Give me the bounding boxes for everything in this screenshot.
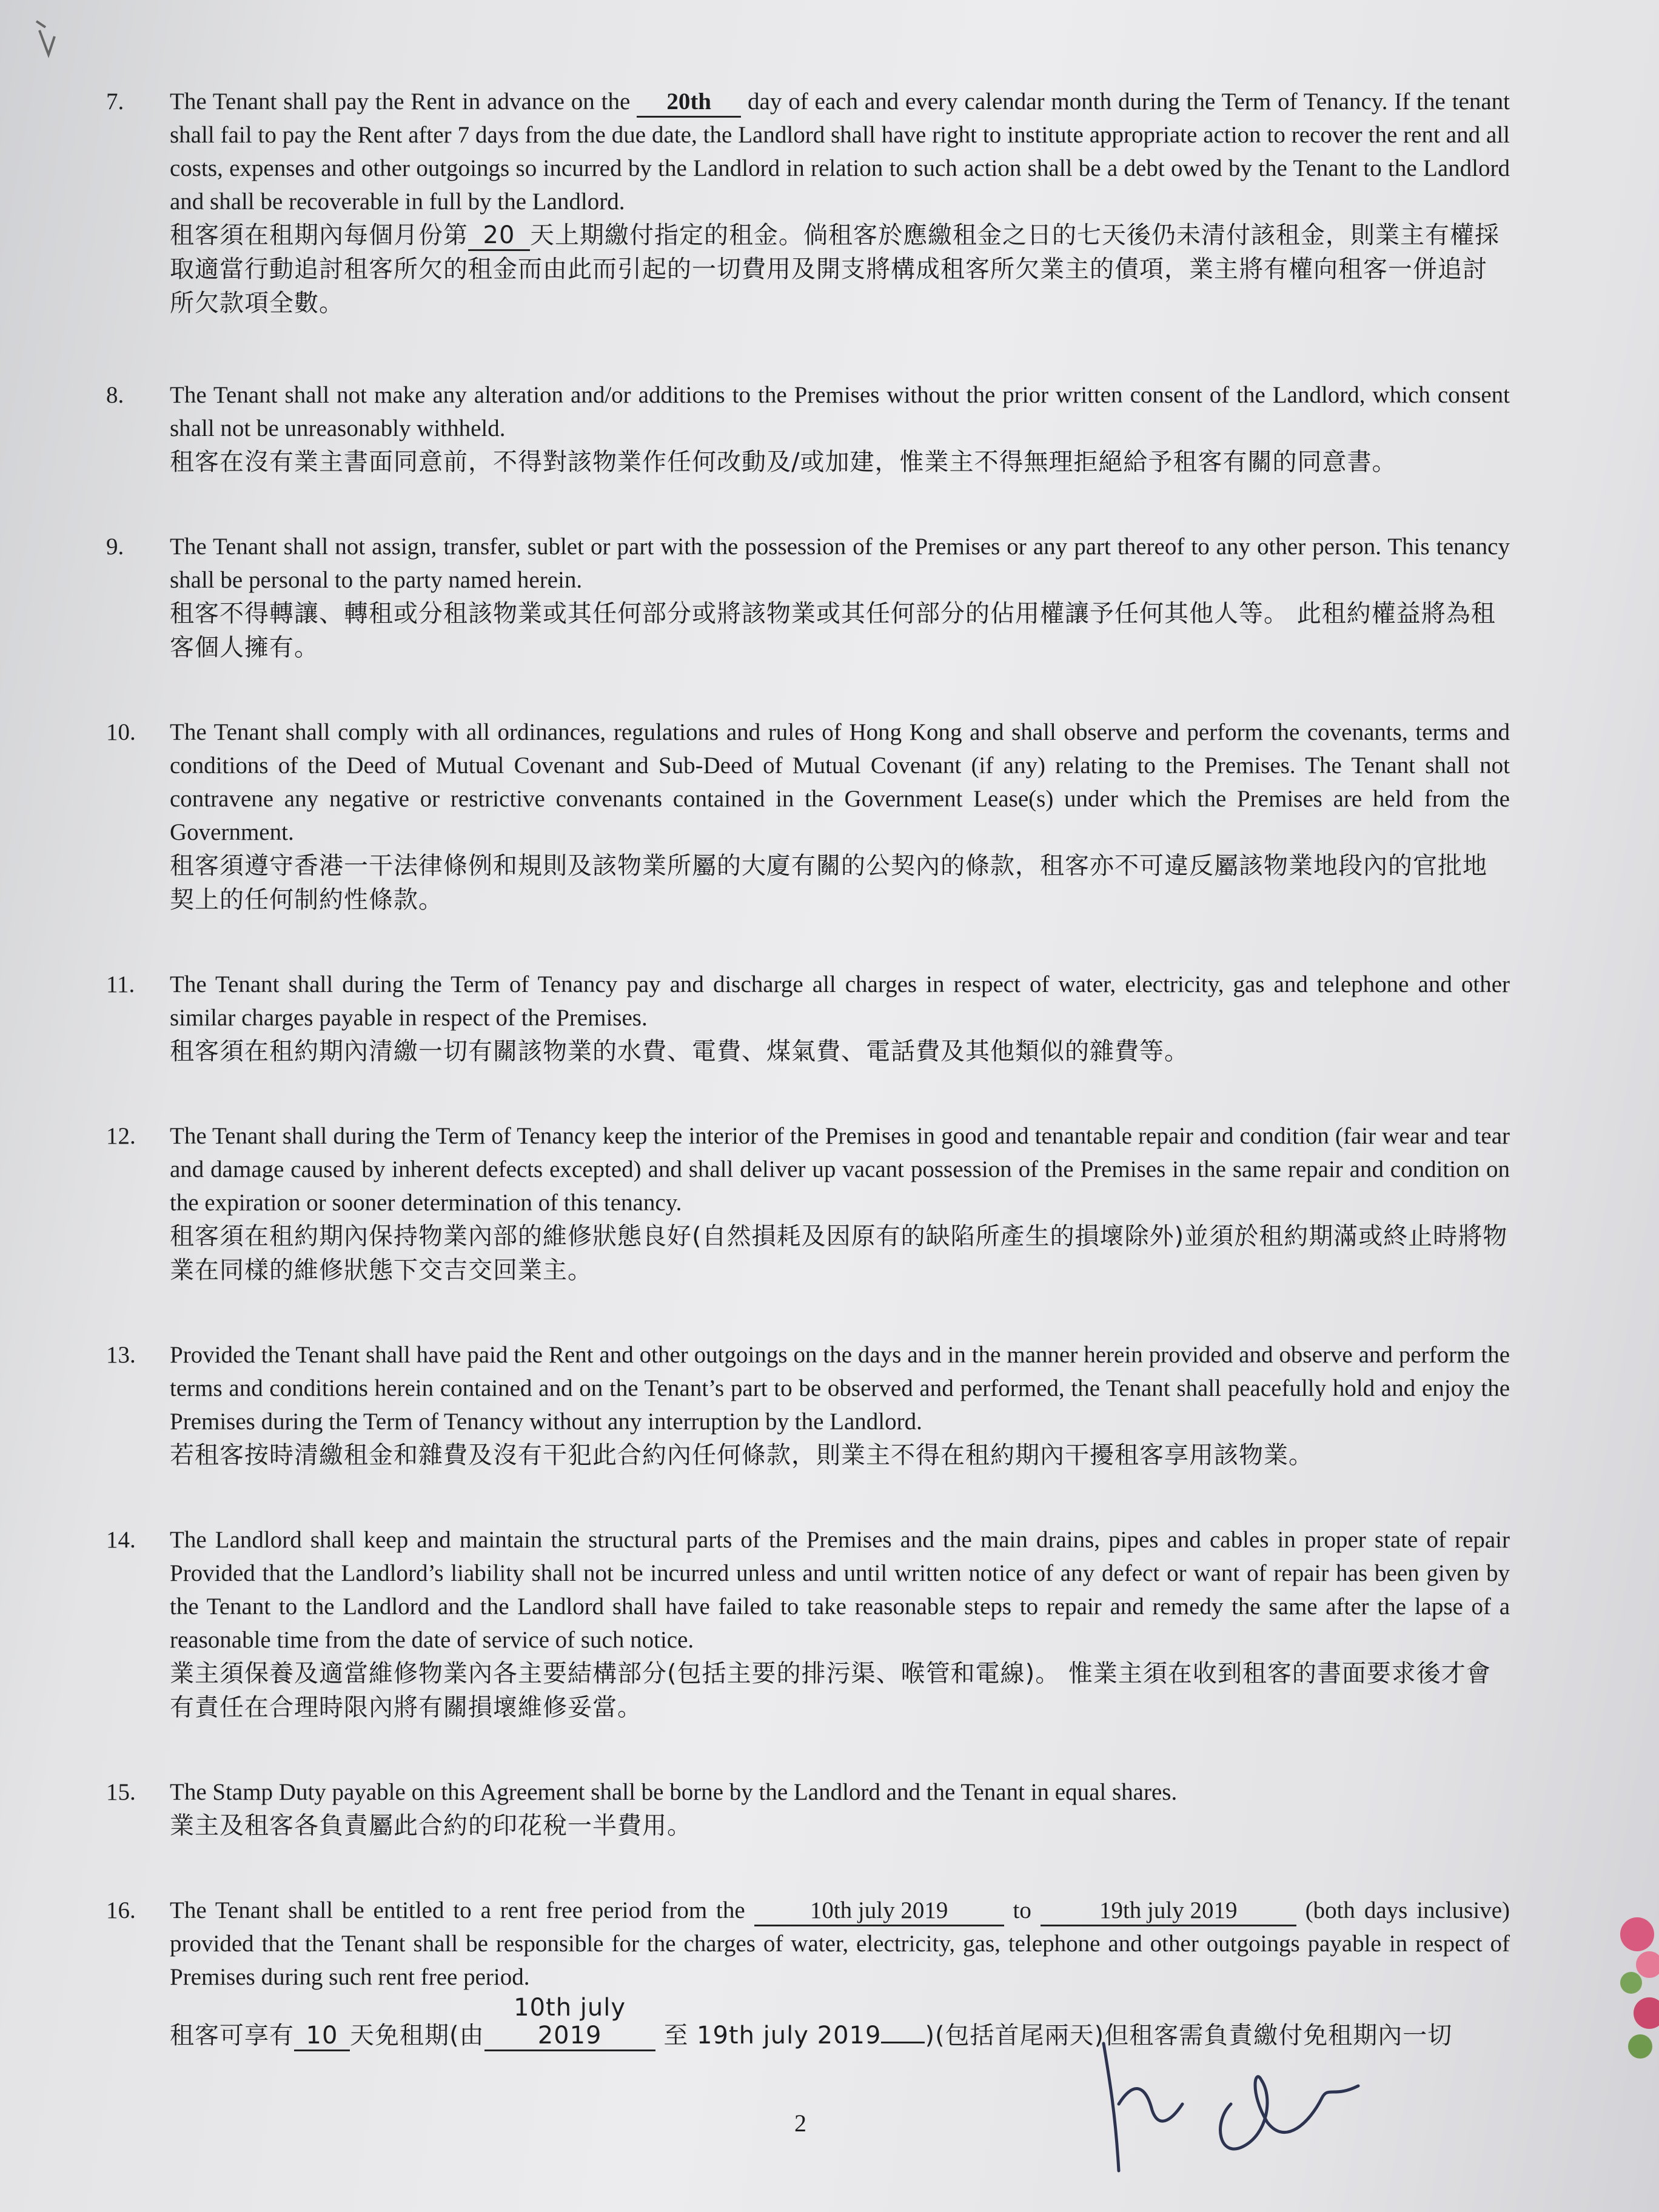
clause-text-en: Provided the Tenant shall have paid the Rent and other outgoings on the days and in the manner herein provided and observe and perform the terms and conditions herein contained and on the Tenant’s part to be observed and performed, the Tenant shall peacefully hold and enjoy the Premises during the Term of Tenancy without any interruption by the Landlord. [170, 1342, 1510, 1435]
clause-body [170, 1119, 1510, 1287]
clause-text-en: The Tenant shall comply with all ordinances, regulations and rules of Hong Kong and shall observe and perform the covenants, terms and conditions of the Deed of Mutual Covenant and Sub-Deed of Mutual Covenant (if any) relating to the Premises. The Tenant shall not contravene any negative or restrictive convenants contained in the Government Lease(s) under which the Premises are held from the Government. [170, 719, 1510, 845]
clause-9 [106, 530, 1510, 665]
rent-due-day-field: 20th [637, 88, 741, 118]
rent-free-end-field-zh [881, 2042, 925, 2043]
clause-body [170, 716, 1510, 917]
clause-text-zh: 業主須保養及適當維修物業內各主要結構部分(包括主要的排污渠、喉管和電線)。 惟業主須在收到租客的書面要求後才會有責任在合理時限內將有關損壞維修妥當。 [170, 1660, 1491, 1721]
clause-number: 9. [106, 534, 124, 560]
clause-body [170, 1338, 1510, 1472]
clause-text-zh: 租客須遵守香港一干法律條例和規則及該物業所屬的大廈有關的公契內的條款，租客亦不可違反屬該物業地段內的官批地契上的任何制約性條款。 [170, 852, 1487, 914]
clause-13 [106, 1338, 1510, 1472]
clause-text-zh: 租客可享有 10 天免租期(由10th july 2019 至 19th july 2019 )(包括首尾兩天)但租客需負責繳付免租期內一切 [170, 1994, 1510, 2053]
clause-number: 14. [106, 1527, 136, 1553]
clause-text-zh: 若租客按時清繳租金和雜費及沒有干犯此合約內任何條款，則業主不得在租約期內干擾租客享用該物業。 [170, 1441, 1313, 1469]
rent-free-days-field: 10 [294, 2022, 350, 2051]
clause-body [170, 530, 1510, 665]
clause-text-en: The Stamp Duty payable on this Agreement shall be borne by the Landlord and the Tenant in equal shares. [170, 1779, 1178, 1805]
rent-free-end-field: 19th july 2019 [1041, 1897, 1296, 1926]
clause-7 [106, 85, 1510, 320]
clause-15 [106, 1775, 1510, 1843]
clause-body [170, 1523, 1510, 1724]
clause-text-en: The Tenant shall not assign, transfer, sublet or part with the possession of the Premises or any part thereof to any other person. This tenancy shall be personal to the party named herein. [170, 534, 1510, 593]
clause-12 [106, 1119, 1510, 1287]
clause-body [170, 1775, 1510, 1843]
clause-text-zh: 租客須在租約期內清繳一切有關該物業的水費、電費、煤氣費、電話費及其他類似的雜費等。 [170, 1037, 1189, 1065]
clause-list [106, 85, 1510, 2053]
clause-text-zh: 租客須在租約期內保持物業內部的維修狀態良好(自然損耗及因原有的缺陷所產生的損壞除外)並須於租約期滿或終止時將物業在同樣的維修狀態下交吉交回業主。 [170, 1222, 1508, 1284]
clause-text-zh: 租客須在租期內每個月份第 20 天上期繳付指定的租金。倘租客於應繳租金之日的七天後仍未清付該租金，則業主有權採取適當行動追討租客所欠的租金而由此而引起的一切費用及開支將構成租客所欠業主的債項，業主將有權向租客一併追討所欠款項全數。 [170, 221, 1500, 317]
clause-number: 8. [106, 382, 124, 408]
clause-14 [106, 1523, 1510, 1724]
rent-free-start-field: 10th july 2019 [754, 1897, 1004, 1926]
flower-edge [1595, 1910, 1659, 2068]
clause-number: 15. [106, 1779, 136, 1805]
clause-16 [106, 1894, 1510, 2053]
clause-body [170, 378, 1510, 479]
rent-due-day-field-zh: 20 [468, 221, 530, 251]
clause-text-en: The Landlord shall keep and maintain the structural parts of the Premises and the main drains, pipes and cables in proper state of repair Provided that the Landlord’s liability shall not be incurred unless and until written notice of any defect or want of repair has been given by the Tenant to the Landlord and the Landlord shall have failed to take reasonable steps to repair and remedy the same after the lapse of a reasonable time from the date of service of such notice. [170, 1527, 1510, 1653]
clause-body [170, 968, 1510, 1068]
clause-text-zh: 租客不得轉讓、轉租或分租該物業或其任何部分或將該物業或其任何部分的佔用權讓予任何其他人等。 此租約權益將為租客個人擁有。 [170, 600, 1496, 662]
clause-number: 16. [106, 1897, 136, 1923]
clause-text-en: The Tenant shall be entitled to a rent free period from the 10th july 2019 to 19th july 2019 (both days inclusive) provided that the Tenant shall be responsible for the charges of water, electricity, gas, telephone and other outgoings payable in respect of Premises during such rent free period. [170, 1897, 1510, 1990]
clause-text-en: The Tenant shall during the Term of Tenancy pay and discharge all charges in respect of water, electricity, gas and telephone and other similar charges payable in respect of the Premises. [170, 971, 1510, 1031]
clause-body [170, 1894, 1510, 2053]
rent-free-start-field-zh: 10th july 2019 [484, 1994, 655, 2051]
clause-number: 7. [106, 89, 124, 115]
clause-number: 10. [106, 719, 136, 745]
handwritten-signature [1091, 2031, 1370, 2177]
clause-text-en: The Tenant shall not make any alteration and/or additions to the Premises without the prior written consent of the Landlord, which consent shall not be unreasonably withheld. [170, 382, 1510, 441]
clause-text-en: The Tenant shall pay the Rent in advance on the 20th day of each and every calendar month during the Term of Tenancy. If the tenant shall fail to pay the Rent after 7 days from the due date, the Landlord shall have right to institute appropriate action to recover the rent and all costs, expenses and other outgoings so incurred by the Landlord in relation to such action shall be a debt owed by the Tenant to the Landlord and shall be recoverable in full by the Landlord. [170, 89, 1510, 215]
clause-11 [106, 968, 1510, 1068]
clause-10 [106, 716, 1510, 917]
clause-text-zh: 業主及租客各負責屬此合約的印花稅一半費用。 [170, 1812, 692, 1840]
pen-mark [33, 18, 70, 67]
page-number: 2 [794, 2110, 806, 2137]
clause-8 [106, 378, 1510, 479]
clause-body [170, 85, 1510, 320]
clause-text-en: The Tenant shall during the Term of Tenancy keep the interior of the Premises in good and tenantable repair and condition (fair wear and tear and damage caused by inherent defects excepted) and shall deliver up vacant possession of the Premises in the same repair and condition on the expiration or sooner determination of this tenancy. [170, 1123, 1510, 1216]
clause-number: 12. [106, 1123, 136, 1149]
clause-number: 13. [106, 1342, 136, 1368]
clause-number: 11. [106, 971, 135, 997]
clause-text-zh: 租客在沒有業主書面同意前，不得對該物業作任何改動及/或加建，惟業主不得無理拒絕給予租客有關的同意書。 [170, 448, 1397, 476]
